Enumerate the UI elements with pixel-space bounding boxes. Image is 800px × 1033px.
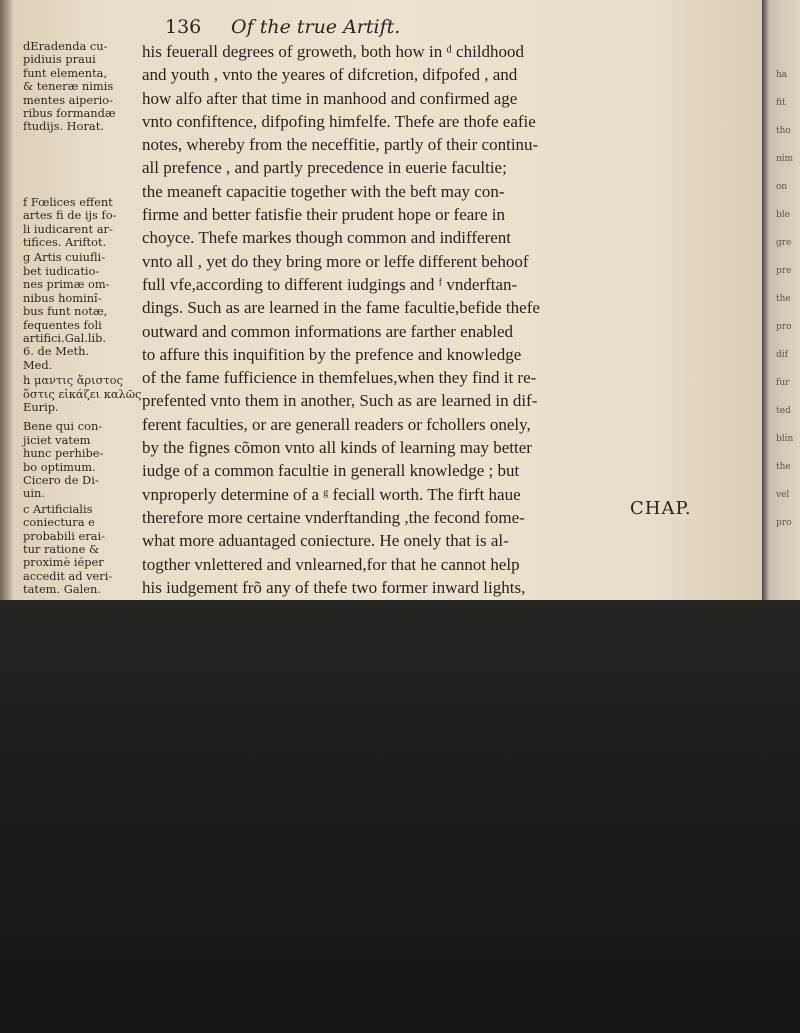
- text-line: how alfo after that time in manhood and confirmed age: [142, 88, 518, 108]
- margin-note-line: pidiuis praui: [23, 52, 96, 67]
- margin-note-line: g Artis cuiufli-: [23, 250, 106, 265]
- catchword: CHAP.: [630, 498, 692, 519]
- margin-note-line: ftudijs. Horat.: [23, 119, 104, 134]
- margin-note-line: jiciet vatem: [23, 432, 91, 447]
- adjacent-page-fragment: vel: [776, 490, 790, 500]
- margin-note-line: hunc perhibe-: [23, 446, 104, 461]
- margin-note-line: dEradenda cu-: [23, 39, 108, 53]
- margin-note-line: tatem. Galen.: [23, 582, 101, 597]
- margin-note-line: c Artificialis: [23, 501, 93, 516]
- text-line: the meaneft capacitie together with the beft may con-: [142, 181, 505, 201]
- adjacent-page-fragment: ted: [776, 406, 791, 416]
- running-head: [165, 16, 400, 38]
- margin-notes: [23, 38, 142, 597]
- text-line: vnto all , yet do they bring more or leffe different behoof: [142, 251, 529, 271]
- text-line: to affure this inquifition by the prefence and knowledge: [142, 344, 522, 364]
- text-line: what more aduantaged coniecture. He onely that is al-: [142, 531, 509, 551]
- text-line: notes, whereby from the neceffitie, partly of their continu-: [142, 135, 539, 155]
- text-line: and youth , vnto the yeares of difcretion, difpofed , and: [142, 65, 518, 85]
- margin-note-line: accedit ad veri-: [23, 568, 113, 583]
- adjacent-page-fragment: the: [776, 462, 791, 472]
- adjacent-page-fragment: on: [776, 182, 788, 192]
- running-title: Of the true Artift.: [231, 16, 401, 38]
- margin-note-line: & teneræ nimis: [23, 79, 114, 94]
- text-line: ferent faculties, or are generall readers or fchollers onely,: [142, 414, 531, 434]
- margin-note-line: artes fi de ijs fo-: [23, 208, 117, 223]
- adjacent-page-fragment: fur: [776, 378, 790, 388]
- margin-note-d: [23, 40, 135, 134]
- text-line: dings. Such as are learned in the fame facultie,befide thefe: [142, 298, 540, 318]
- adjacent-page-fragment: pro: [776, 518, 792, 528]
- margin-note-line: ὅστις εἰκάζει καλῶς: [23, 386, 142, 401]
- margin-note-f: [23, 196, 135, 250]
- margin-note-line: proximè iéper: [23, 555, 104, 570]
- adjacent-page-fragment: ble: [776, 210, 790, 220]
- margin-note-line: Bene qui con-: [23, 419, 103, 434]
- adjacent-page-fragment: blin: [776, 434, 794, 444]
- margin-note-line: h μαντις ἄριστος: [23, 373, 123, 388]
- margin-note-line: bet iudicatio-: [23, 263, 100, 278]
- text-line: by the fignes cõmon vnto all kinds of learning may better: [142, 438, 532, 458]
- margin-note-line: mentes aiperio-: [23, 92, 113, 107]
- margin-note-line: probabili erai-: [23, 528, 105, 543]
- margin-note-line: tifices. Ariftot.: [23, 235, 107, 250]
- margin-note-line: fequentes foli: [23, 317, 102, 332]
- margin-note-line: nibus hominî-: [23, 290, 102, 305]
- text-line: of the fame fufficience in themfelues,when they find it re-: [142, 368, 537, 388]
- page-number: 136: [165, 16, 202, 38]
- margin-note-line: coniectura e: [23, 515, 95, 530]
- adjacent-page-fragment: tho: [776, 126, 791, 136]
- text-line: full vfe,according to different iudgings and ᶠ vnderftan-: [142, 274, 518, 294]
- text-line: togther vnlettered and vnlearned,for that he cannot help: [142, 554, 520, 574]
- adjacent-page-fragment: dif: [776, 350, 788, 360]
- text-line: choyce. Thefe markes though common and indifferent: [142, 228, 512, 248]
- margin-note-line: 6. de Meth.: [23, 344, 90, 359]
- margin-note-line: bo optimum.: [23, 459, 96, 474]
- margin-note-line: artifici.Gal.lib.: [23, 330, 107, 345]
- adjacent-page-fragment: the: [776, 294, 791, 304]
- margin-note-line: f Fœlices effent: [23, 194, 113, 209]
- adjacent-page-fragment: gre: [776, 238, 792, 248]
- margin-note-line: Eurip.: [23, 399, 59, 414]
- margin-note-line: ribus formandæ: [23, 106, 116, 121]
- margin-note-line: funt elementa,: [23, 65, 108, 80]
- adjacent-page-fragment: fit: [776, 98, 786, 108]
- margin-note-line: Cicero de Di-: [23, 472, 99, 487]
- margin-note-line: tur ratione &: [23, 542, 100, 556]
- text-line: iudge of a common facultie in generall knowledge ; but: [142, 461, 520, 481]
- margin-note-line: nes primæ om-: [23, 277, 110, 292]
- margin-note-k: [23, 503, 135, 597]
- scan-background: [0, 600, 800, 1033]
- margin-note-line: uin.: [23, 486, 45, 501]
- adjacent-page-fragment: ha: [776, 70, 788, 80]
- text-line: his feuerall degrees of groweth, both how in ᵈ childhood: [142, 42, 525, 61]
- text-line: all prefence , and partly precedence in euerie facultie;: [142, 158, 507, 178]
- text-line: therefore more certaine vnderftanding ,the fecond fome-: [142, 507, 525, 527]
- margin-note-line: li iudicarent ar-: [23, 221, 113, 236]
- margin-note-g: [23, 251, 135, 372]
- adjacent-page-fragment: pre: [776, 266, 792, 276]
- text-line: vnto confiftence, difpofing himfelfe. Thefe are thofe eafie: [142, 111, 536, 131]
- adjacent-page-fragment: pro: [776, 322, 792, 332]
- text-line: prefented vnto them in another, Such as are learned in dif-: [142, 391, 538, 411]
- margin-note-i: [23, 420, 135, 500]
- text-line: vnproperly determine of a ᵍ feciall worth. The firft haue: [142, 484, 521, 504]
- margin-note-line: bus funt notæ,: [23, 304, 108, 319]
- margin-note-line: Med.: [23, 357, 53, 372]
- text-line: his iudgement frõ any of thefe two former inward lights,: [142, 577, 526, 597]
- margin-note-h: [23, 373, 142, 414]
- text-line: outward and common informations are farther enabled: [142, 321, 514, 341]
- text-line: firme and better fatisfie their prudent hope or feare in: [142, 205, 505, 225]
- adjacent-page-fragment: nim: [776, 154, 794, 164]
